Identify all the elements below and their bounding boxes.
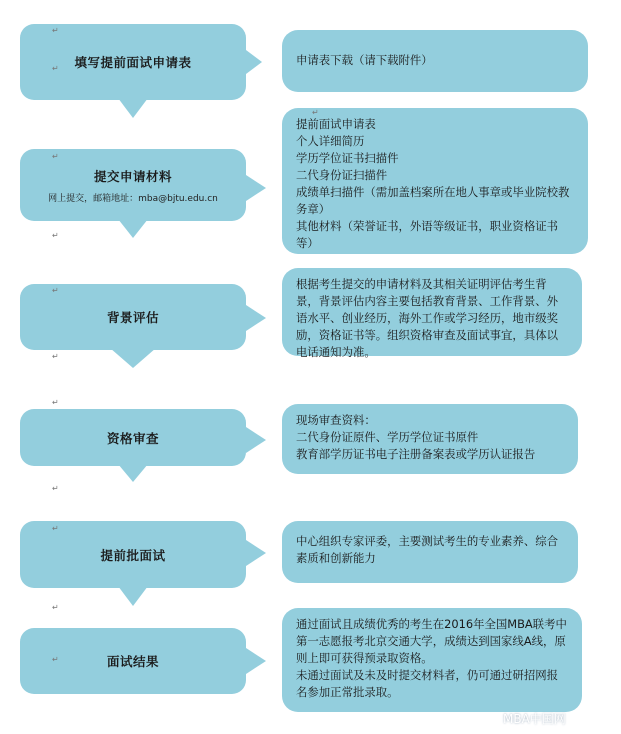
step-title: 资格审查 [106, 430, 159, 446]
down-arrow-3 [110, 348, 156, 368]
step-box-qualification-review [20, 409, 246, 466]
step-subtitle: 网上提交，邮箱地址：mba@bjtu.edu.cn [48, 193, 218, 204]
paragraph-mark: ↵ [52, 524, 59, 533]
detail-line: 申请表下载（请下载附件） [296, 53, 433, 67]
down-arrow-4 [118, 464, 148, 482]
detail-line: 通过面试且成绩优秀的考生在2016年全国MBA联考中第一志愿报考北京交通大学，成绩达到国家线A线，原则上即可获得预录取资格。 [296, 617, 567, 665]
paragraph-mark: ↵ [52, 398, 59, 407]
right-arrow-1 [246, 50, 262, 74]
step-title: 面试结果 [106, 654, 159, 669]
detail-line: 二代身份证原件、学历学位证书原件 [296, 430, 479, 444]
paragraph-mark: ↵ [52, 655, 59, 664]
paragraph-mark: ↵ [52, 603, 59, 612]
detail-box-assessment [282, 268, 582, 359]
detail-line: 根据考生提交的申请材料及其相关证明评估考生背景，背景评估内容主要包括教育背景、工作背景、外语水平、创业经历，海外工作或学习经历，地市级奖励，资格证书等。组织资格审查及面试事宜，具体以电话通知为准。 [296, 277, 558, 359]
detail-box-review-documents [282, 404, 578, 474]
detail-line: 中心组织专家评委，主要测试考生的专业素养、综合素质和创新能力 [296, 534, 558, 565]
detail-box-form-download [282, 30, 588, 92]
right-arrow-3 [246, 305, 266, 331]
right-arrow-6 [246, 648, 266, 674]
paragraph-mark: ↵ [52, 484, 59, 493]
detail-line: 现场审查资料： [296, 413, 376, 427]
step-title: 提交申请材料 [93, 168, 172, 184]
down-arrow-2 [118, 219, 148, 238]
down-arrow-5 [118, 586, 148, 606]
step-box-fill-form [20, 24, 246, 100]
paragraph-mark: ↵ [52, 286, 59, 295]
paragraph-mark: ↵ [52, 64, 59, 73]
down-arrow-1 [118, 98, 148, 118]
detail-line: 个人详细简历 [296, 134, 365, 148]
detail-box-materials-list [282, 108, 588, 254]
detail-line: 成绩单扫描件（需加盖档案所在地人事章或毕业院校教务章） [296, 185, 570, 216]
detail-line: 二代身份证扫描件 [296, 168, 388, 182]
detail-line: 其他材料（荣誉证书，外语等级证书，职业资格证书等） [296, 219, 558, 250]
detail-box-interview [282, 521, 578, 583]
detail-line: 教育部学历证书电子注册备案表或学历认证报告 [296, 447, 536, 461]
paragraph-mark: ↵ [312, 108, 319, 117]
step-title: 提前批面试 [100, 547, 166, 563]
detail-box-result [282, 608, 582, 712]
paragraph-mark: ↵ [52, 152, 59, 161]
paragraph-mark: ↵ [52, 231, 59, 240]
watermark: MBA中国网 [503, 712, 566, 726]
paragraph-mark: ↵ [52, 26, 59, 35]
paragraph-mark: ↵ [52, 352, 59, 361]
right-arrow-4 [246, 427, 266, 453]
step-title: 填写提前面试申请表 [74, 55, 192, 70]
right-arrow-5 [246, 540, 266, 566]
detail-line: 学历学位证书扫描件 [296, 151, 399, 165]
step-title: 背景评估 [106, 310, 159, 325]
detail-line: 未通过面试及未及时提交材料者，仍可通过研招网报名参加正常批录取。 [296, 668, 558, 699]
right-arrow-2 [246, 175, 266, 201]
detail-line: 提前面试申请表 [296, 117, 376, 131]
